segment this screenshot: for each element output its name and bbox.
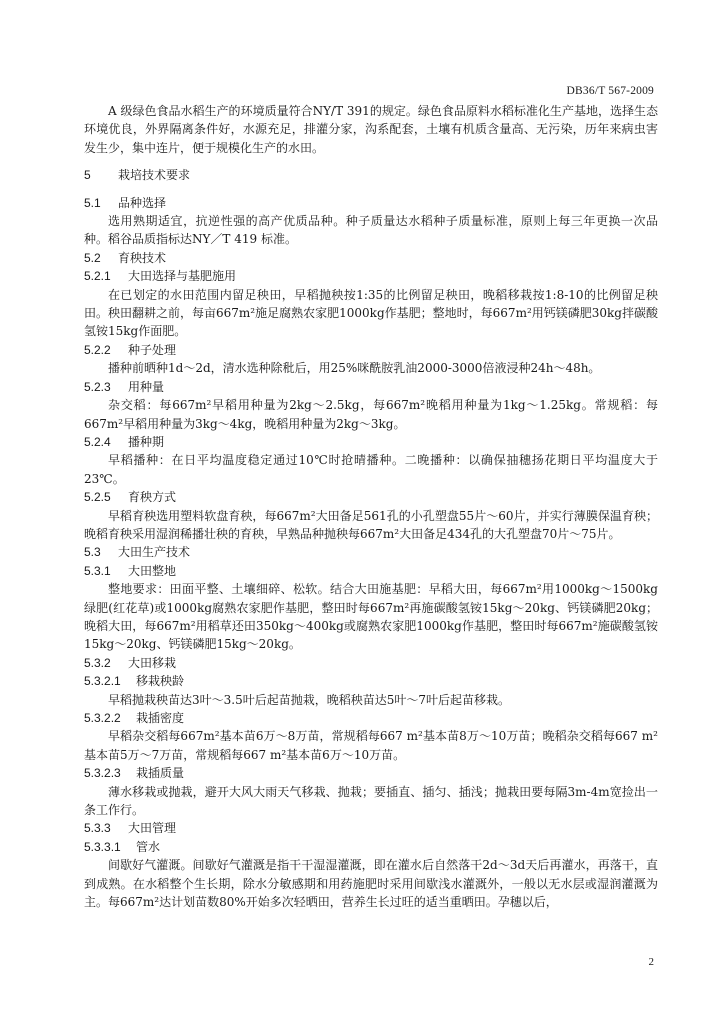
section-heading [84, 341, 658, 359]
section-heading [84, 819, 658, 837]
section-number: 5.1 [84, 195, 101, 210]
section-title: 栽插质量 [136, 766, 185, 781]
section-number: 5.3.2.1 [84, 674, 121, 689]
document-body [84, 102, 658, 911]
standard-code: DB36/T 567-2009 [566, 85, 654, 97]
section-title: 大田管理 [128, 821, 177, 836]
section-number: 5.3.1 [84, 563, 111, 578]
section-heading [84, 709, 658, 727]
section-heading [84, 488, 658, 506]
section-heading [84, 764, 658, 782]
section-title: 播种期 [128, 434, 165, 449]
paragraph: A 级绿色食品水稻生产的环境质量符合NY/T 391的规定。绿色食品原料水稻标准化生产基地，选择生态环境优良，外界隔离条件好，水源充足，排灌分家，沟系配套，土壤有机质含量高、无污染，历年来病虫害发生少，集中连片，便于规模化生产的水田。 [84, 104, 658, 155]
paragraph: 播种前晒种1d～2d，清水选种除秕后，用25%咪酰胺乳油2000-3000倍液浸种24h～48h。 [108, 361, 601, 376]
section-number: 5.3 [84, 545, 101, 560]
section-title: 育秧方式 [128, 490, 177, 505]
section-heading [84, 433, 658, 451]
paragraph: 早稻抛栽秧苗达3叶～3.5叶后起苗抛栽，晚稻秧苗达5叶～7叶后起苗移栽。 [108, 692, 510, 707]
section-heading [84, 562, 658, 580]
section-heading [84, 543, 658, 561]
section-number: 5 [84, 168, 91, 183]
section-number: 5.2.2 [84, 342, 111, 357]
section-title: 大田选择与基肥施用 [128, 269, 237, 284]
section-number: 5.2.1 [84, 269, 111, 284]
section-number: 5.2 [84, 250, 101, 265]
section-title: 大田整地 [128, 563, 177, 578]
section-title: 栽培技术要求 [118, 168, 191, 183]
paragraph: 薄水移栽或抛栽，避开大风大雨天气移栽、抛栽；要插直、插匀、插浅；抛栽田要每隔3m-4m宽捡出一条工作行。 [84, 784, 658, 818]
spacer [84, 157, 658, 166]
paragraph: 早稻播种：在日平均温度稳定通过10℃时抢晴播种。二晚播种：以确保抽穗扬花期日平均温度大于23℃。 [84, 453, 658, 486]
section-title: 移栽秧龄 [136, 674, 185, 689]
paragraph: 整地要求：田面平整、土壤细碎、松软。结合大田施基肥：早稻大田，每667m²用1000kg～1500kg绿肥(红花草)或1000kg腐熟农家肥作基肥，整田时每667m²再施碳酸氢铵15kg～20kg、钙镁磷肥20kg；晚稻大田，每667m²用稻草还田350kg～400kg或腐熟农家肥1000kg作基肥，整田时每667m²施碳酸氢铵15kg～20kg、钙镁磷肥15kg～20kg。 [84, 582, 658, 652]
section-title: 种子处理 [128, 342, 177, 357]
section-number: 5.2.4 [84, 434, 111, 449]
section-title: 育秧技术 [118, 250, 167, 265]
section-heading [84, 194, 658, 212]
section-heading [84, 672, 658, 690]
paragraph: 在已划定的水田范围内留足秧田，早稻抛秧按1:35的比例留足秧田，晚稻移栽按1:8-10的比例留足秧田。秧田翻耕之前，每亩667m²施足腐熟农家肥1000kg作基肥；整地时，每667m²用钙镁磷肥30kg拌碳酸氢铵15kg作面肥。 [84, 287, 658, 339]
paragraph: 间歇好气灌溉。间歇好气灌溉是指干干湿湿灌溉，即在灌水后自然落干2d～3d天后再灌水，再落干，直到成熟。在水稻整个生长期，除水分敏感期和用药施肥时采用间歇浅水灌溉外，一般以无水层或湿润灌溉为主。每667m²达计划苗数80%开始多次轻晒田，营养生长过旺的适当重晒田。孕穗以后， [84, 858, 658, 910]
section-heading [84, 378, 658, 396]
section-heading [84, 249, 658, 267]
section-heading [84, 838, 658, 856]
section-number: 5.3.3 [84, 821, 111, 836]
section-title: 大田生产技术 [118, 545, 191, 560]
paragraph: 早稻育秧选用塑料软盘育秧，每667m²大田备足561孔的小孔塑盘55片～60片，并实行薄膜保温育秧；晚稻育秧采用湿润稀播壮秧的育秧，早熟品种抛秧每667m²大田备足434孔的大孔塑盘70片～75片。 [84, 508, 658, 541]
section-number: 5.3.2.3 [84, 766, 121, 781]
spacer [84, 185, 658, 194]
section-number: 5.2.3 [84, 379, 111, 394]
section-title: 品种选择 [118, 195, 167, 210]
section-heading [84, 654, 658, 672]
page-number: 2 [648, 956, 654, 968]
section-number: 5.3.2.2 [84, 711, 121, 725]
paragraph: 杂交稻：每667m²早稻用种量为2kg～2.5kg，每667m²晚稻用种量为1kg～1.25kg。常规稻：每667m²早稻用种量为3kg～4kg，晚稻用种量为2kg～3kg。 [84, 398, 658, 431]
paragraph: 选用熟期适宜，抗逆性强的高产优质品种。种子质量达水稻种子质量标准，原则上每三年更换一次品种。稻谷品质指标达NY／T 419 标准。 [84, 214, 658, 247]
section-title: 大田移栽 [128, 655, 177, 670]
section-title: 栽插密度 [136, 711, 185, 725]
section-heading [84, 166, 658, 184]
section-number: 5.3.3.1 [84, 839, 121, 854]
section-title: 用种量 [128, 379, 165, 394]
paragraph: 早稻杂交稻每667m²基本苗6万～8万苗，常规稻每667 m²基本苗8万～10万苗；晚稻杂交稻每667 m²基本苗5万～7万苗，常规稻每667 m²基本苗6万～10万苗。 [84, 729, 658, 762]
section-number: 5.3.2 [84, 655, 111, 670]
section-heading [84, 267, 658, 285]
section-number: 5.2.5 [84, 490, 111, 505]
section-title: 管水 [136, 839, 161, 854]
